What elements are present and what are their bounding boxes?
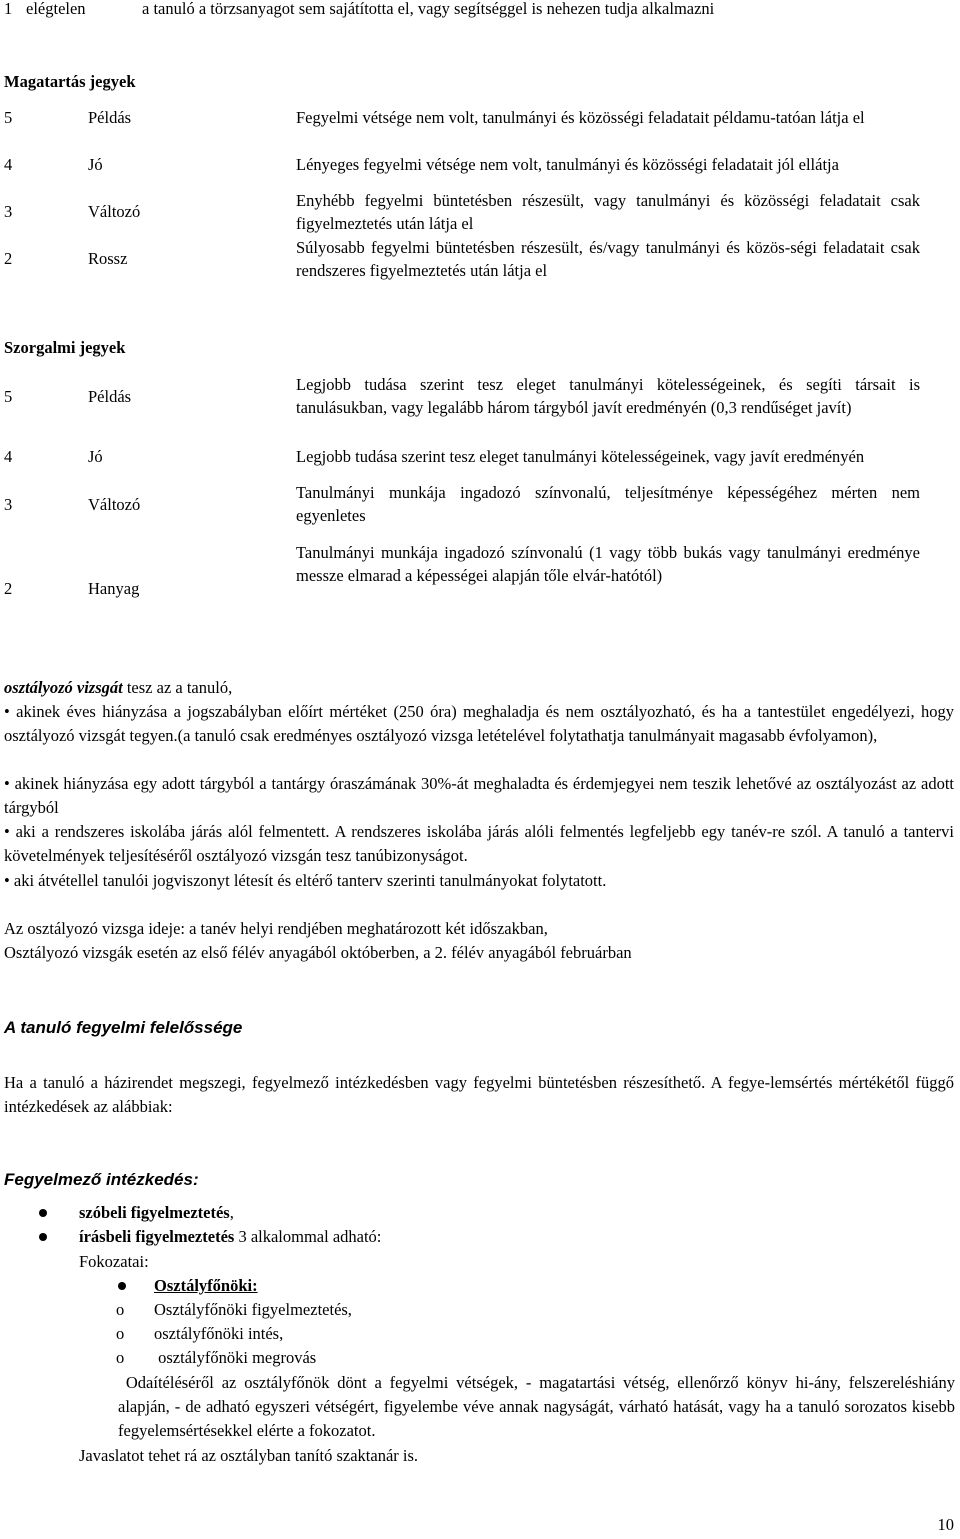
- fegyelmezo-item-2: [79, 1225, 381, 1249]
- grade-num: 2: [4, 249, 13, 268]
- osztalyozo-bullet-2: • akinek hiányzása egy adott tárgyból a tantárgy óraszámának 30%-át meghaladta és érdemjegyei nem teszik lehetővé az osztályozást az adott tárgyból: [4, 774, 954, 817]
- szorgalmi-table: [4, 360, 920, 600]
- magatartas-table: [4, 94, 920, 282]
- osztalyfonoki-heading: Osztályfőnöki:: [154, 1276, 258, 1295]
- fegyelmi-heading: A tanuló fegyelmi felelőssége: [4, 1018, 243, 1037]
- grade-desc: Legjobb tudása szerint tesz eleget tanulmányi kötelességeinek, és segíti társait is tanulásukban, vagy legalább három tárgyból javít eredményén (0,3 rendűséget javít): [296, 375, 920, 417]
- szorgalmi-title: Szorgalmi jegyek: [4, 338, 126, 357]
- vizsga-ideje-2: Osztályozó vizsgák esetén az első félév anyagából októberben, a 2. félév anyagából februárban: [4, 943, 632, 962]
- table-row: [4, 188, 920, 235]
- bullet-icon: [39, 1209, 47, 1217]
- grade-desc: Lényeges fegyelmi vétsége nem volt, tanulmányi és közösségi feladatait jól ellátja: [296, 155, 839, 174]
- osztalyozo-intro: [4, 676, 954, 700]
- table-row: [4, 360, 920, 432]
- bullet-icon: [118, 1282, 126, 1290]
- sub-item-1: Osztályfőnöki figyelmeztetés,: [154, 1300, 352, 1319]
- fokozatai-label: Fokozatai:: [79, 1252, 149, 1271]
- fegyelmezo-heading: Fegyelmező intézkedés:: [4, 1170, 199, 1189]
- grade-num: 3: [4, 494, 13, 514]
- grade-num: 4: [4, 155, 13, 174]
- fegyelmezo-item-2-rest: 3 alkalommal adható:: [234, 1227, 382, 1246]
- table-row: [4, 94, 920, 141]
- fegyelmezo-item-1-bold: szóbeli figyelmeztetés: [79, 1203, 230, 1222]
- grade-desc: Súlyosabb fegyelmi büntetésben részesült, és/vagy tanulmányi és közös-ségi feladatait csak rendszeres figyelmeztetés után látja el: [296, 237, 920, 280]
- magatartas-title: Magatartás jegyek: [4, 72, 136, 91]
- grade-label: Jó: [88, 155, 103, 174]
- grade-desc: Legjobb tudása szerint tesz eleget tanulmányi kötelességeinek, vagy javít eredményén: [296, 446, 865, 466]
- sub-item-2: osztályfőnöki intés,: [154, 1324, 284, 1343]
- top-row-num: 1: [4, 0, 13, 18]
- fegyelmi-para: Ha a tanuló a házirendet megszegi, fegyelmező intézkedésben vagy fegyelmi büntetésben részesíthető. A fegye-lemsértés mértékétől függő intézkedések az alábbiak:: [4, 1073, 954, 1116]
- grade-label: Változó: [88, 202, 141, 221]
- grade-desc: Tanulmányi munkája ingadozó színvonalú, teljesítménye képességéhez mérten nem egyenletes: [296, 483, 920, 525]
- osztalyozo-bullet-3: • aki a rendszeres iskolába járás alól felmentett. A rendszeres iskolába járás alóli felmentés legfeljebb egy tanév-re szól. A tanuló a tantervi követelmények teljesítéséről osztályozó vizsgán tesz tanúbizonyságot.: [4, 822, 954, 865]
- fegyelmezo-item-1-rest: ,: [229, 1203, 234, 1222]
- table-row: [4, 141, 920, 188]
- sub-item-3: osztályfőnöki megrovás: [154, 1348, 317, 1367]
- page-number: 10: [937, 1515, 954, 1534]
- grade-desc: Enyhébb fegyelmi büntetésben részesült, vagy tanulmányi és közösségi feladatait csak figyelmeztetés után látja el: [296, 190, 920, 233]
- osztalyozo-intro-rest: tesz az a tanuló,: [122, 678, 233, 697]
- grade-num: 3: [4, 202, 13, 221]
- grade-label: Rossz: [88, 249, 128, 268]
- fegyelmezo-item-2-bold: írásbeli figyelmeztetés: [79, 1227, 235, 1246]
- grade-label: Példás: [88, 386, 132, 406]
- grade-desc: Tanulmányi munkája ingadozó színvonalú (1 vagy több bukás vagy tanulmányi eredménye messze elmarad a képességei alapján tőle elvár-hatótól): [296, 543, 920, 585]
- grade-label: Hanyag: [88, 579, 140, 598]
- top-row-desc: a tanuló a törzsanyagot sem sajátította el, vagy segítséggel is nehezen tudja alkalmazni: [142, 0, 715, 18]
- osztalyozo-bullet-1: • akinek éves hiányzása a jogszabályban előírt mértéket (250 óra) meghaladja és nem osztályozható, és ha a tantestület engedélyezi, hogy osztályozó vizsgát tegyen.(a tanuló csak eredményes osztályozó vizsga letételével folytathatja tanulmányait magasabb évfolyamon),: [4, 702, 954, 745]
- sub-marker-icon: o: [116, 1300, 125, 1319]
- grade-label: Jó: [88, 446, 103, 466]
- grade-num: 5: [4, 108, 13, 127]
- grade-label: Példás: [88, 108, 132, 127]
- grade-num: 2: [4, 579, 13, 598]
- top-row-label: elégtelen: [26, 0, 86, 18]
- table-row: [4, 235, 920, 282]
- table-row: [4, 528, 920, 600]
- javaslat-text: Javaslatot tehet rá az osztályban tanító szaktanár is.: [79, 1446, 419, 1465]
- table-row: [4, 432, 920, 480]
- osztalyozo-term: osztályozó vizsgát: [4, 678, 123, 697]
- vizsga-ideje-1: Az osztályozó vizsga ideje: a tanév helyi rendjében meghatározott két időszakban,: [4, 919, 548, 938]
- sub-marker-icon: o: [116, 1348, 125, 1367]
- bullet-icon: [39, 1233, 47, 1241]
- fegyelmezo-item-1: [79, 1201, 234, 1225]
- table-row: [4, 480, 920, 528]
- sub-marker-icon: o: [116, 1324, 125, 1343]
- osztalyozo-bullet-4: • aki átvétellel tanulói jogviszonyt létesít és eltérő tanterv szerinti tanulmányokat folytatott.: [4, 871, 607, 890]
- odaiteles-para: Odaítéléséről az osztályfőnök dönt a fegyelmi vétségek, - magatartási vétség, ellenőrző könyv hi-ány, felszereléshiány alapján, - de adható egyszeri vétségért, figyelembe véve annak nagyságát, várható hatását, vagy ha a tanuló sorozatos kisebb fegyelemsértésekkel elérte a fokozatot.: [118, 1373, 960, 1440]
- top-row: [4, 0, 954, 21]
- grade-num: 4: [4, 446, 13, 466]
- grade-label: Változó: [88, 494, 141, 514]
- grade-desc: Fegyelmi vétsége nem volt, tanulmányi és közösségi feladatait példamu-tatóan látja el: [296, 108, 865, 127]
- grade-num: 5: [4, 386, 13, 406]
